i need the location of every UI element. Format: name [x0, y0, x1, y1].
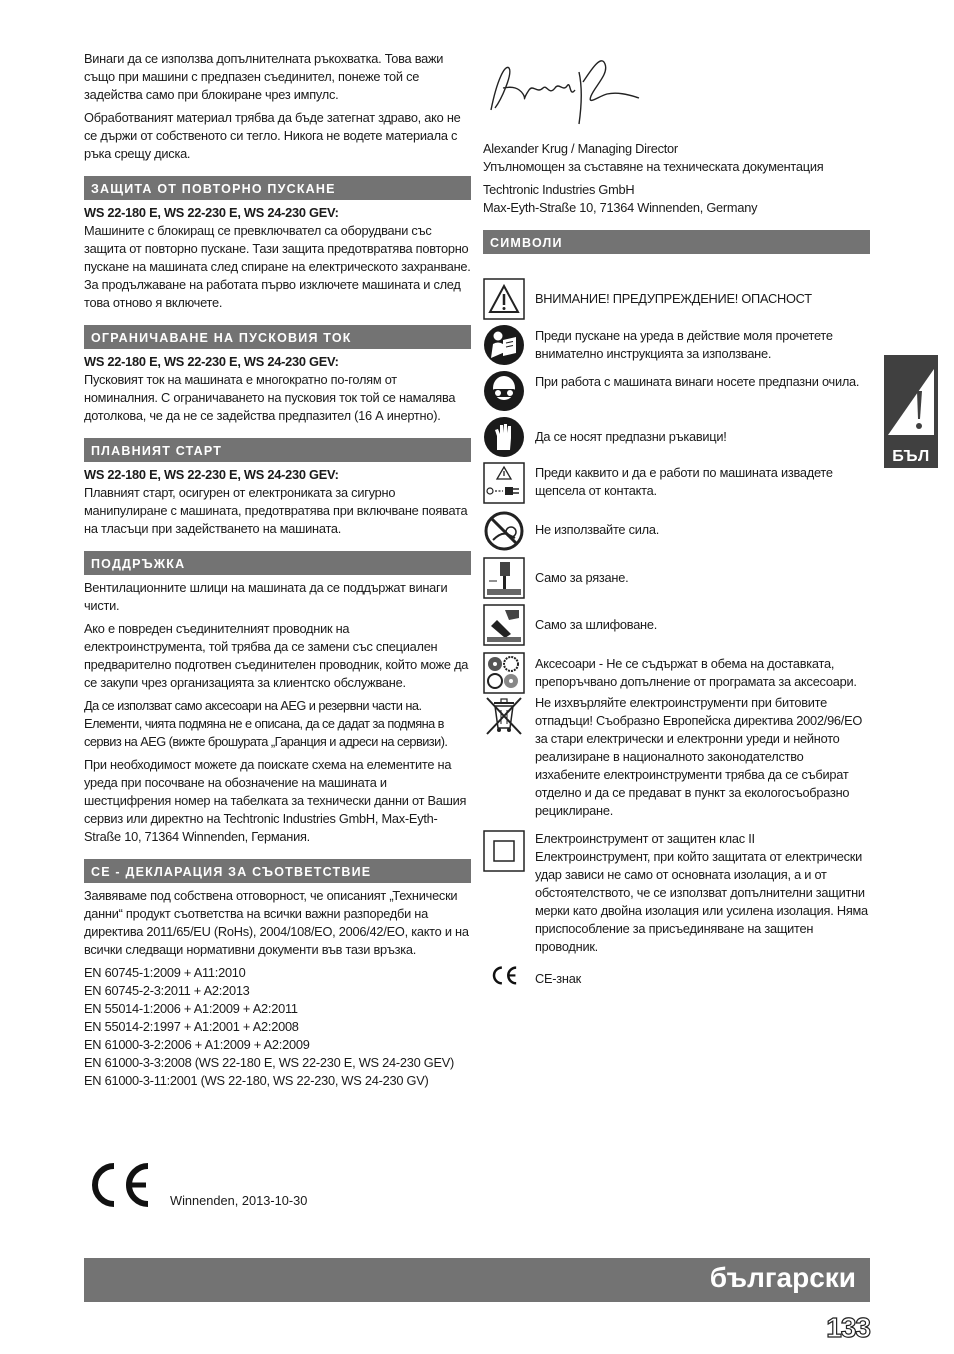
symbol-text: CE-знак [535, 971, 581, 986]
language-code: БЪЛ [892, 448, 930, 465]
intro-paragraph: Обработваният материал трябва да бъде затегнат здраво, ако не се държи от собственото си тегло. Никога не водете материала с ръка срещу диска. [84, 110, 461, 161]
section-paragraph: Ако е повреден съединителният проводник на електроинструмента, той трябва да се замени със специален предварително подготвен съединителен проводник, който може да се закупи чрез организацията за клиентско обслужване. [84, 621, 469, 690]
grinding-only-icon [483, 604, 525, 646]
place-date: Winnenden, 2013-10-30 [170, 1193, 308, 1208]
authorization-note: Упълномощен за съставяне на техническата документация [483, 159, 824, 174]
company-name: Techtronic Industries GmbH [483, 182, 635, 197]
symbol-item [483, 694, 870, 820]
standard-item: EN 55014-2:1997 + A1:2001 + A2:2008 [84, 1019, 299, 1034]
symbol-text: Само за рязане. [535, 570, 629, 585]
section-paragraph: Вентилационните шлици на машината да се поддържат винаги чисти. [84, 580, 448, 613]
symbol-item [483, 416, 870, 458]
standard-item: EN 61000-3-3:2008 (WS 22-180 E, WS 22-230 E, WS 24-230 GEV) [84, 1055, 455, 1070]
symbol-text: Само за шлифоване. [535, 617, 658, 632]
symbol-text: ВНИМАНИЕ! ПРЕДУПРЕЖДЕНИЕ! ОПАСНОСТ [535, 291, 812, 306]
symbol-text: Преди каквито и да е работи по машината извадете щепсела от контакта. [535, 465, 833, 498]
language-tab [884, 355, 938, 468]
ce-mark-icon [84, 1162, 154, 1208]
symbol-item [483, 278, 870, 320]
section-heading: CE - ДЕКЛАРАЦИЯ ЗА СЪОТВЕТСТВИЕ [84, 859, 471, 883]
symbol-item [483, 557, 870, 599]
section-heading: ОГРАНИЧАВАНЕ НА ПУСКОВИЯ ТОК [84, 325, 471, 349]
signature [483, 50, 870, 134]
unplug-icon [483, 462, 525, 504]
left-column [84, 50, 471, 1090]
section-paragraph: Да се използват само аксесоари на AEG и резервни части на. Елементи, чията подмяна не е описана, да се дадат за подмяна в сервиз на AEG (вижте брошурата „Гаранция и адреси на сервизи). [84, 698, 448, 749]
standard-item: EN 60745-2-3:2011 + A2:2013 [84, 983, 250, 998]
standard-item: EN 61000-3-2:2006 + A1:2009 + A2:2009 [84, 1037, 310, 1052]
section-heading: ПЛАВНИЯТ СТАРТ [84, 438, 471, 462]
language-name: български [709, 1262, 856, 1293]
warning-triangle-icon [483, 278, 525, 320]
section-paragraph: Пусковият ток на машината е многократно по-голям от номиналния. С ограничаването на пусковия ток той се намалява дотолкова, че да не се задейства предпазител (16 А инертно). [84, 372, 456, 423]
standard-item: EN 55014-1:2006 + A1:2009 + A2:2011 [84, 1001, 298, 1016]
standards-list [84, 964, 471, 1090]
model-list: WS 22-180 E, WS 22-230 E, WS 24-230 GEV: [84, 205, 339, 220]
symbol-item [483, 830, 870, 956]
symbol-text: Аксесоари - Не се съдържат в обема на доставката, препоръчвано допълнение от програмата за аксесоари. [535, 656, 857, 689]
symbol-text: Преди пускане на уреда в действие моля прочетете внимателно инструкцията за използване. [535, 328, 833, 361]
symbol-item [483, 604, 870, 646]
signer-name: Alexander Krug / Managing Director [483, 141, 678, 156]
section-heading: СИМВОЛИ [483, 230, 870, 254]
company-address: Max-Eyth-Straße 10, 71364 Winnenden, Germany [483, 200, 758, 215]
intro-paragraph: Винаги да се използва допълнителната ръкохватка. Това важи също при машини с предпазен съединител, понеже той се задейства само при блокиране чрез импулс. [84, 51, 444, 102]
symbol-item [483, 462, 870, 504]
gloves-icon [483, 416, 525, 458]
ce-mark-icon [483, 964, 525, 994]
no-force-icon [483, 510, 525, 552]
section-paragraph: Заявяваме под собствена отговорност, че описаният „Технически данни“ продукт съответства на всички важни разпоредби на директива 2011/65/EU (RoHs), 2004/108/EO, 2006/42/EO, както и на всички следващи нормативни документи във тази връзка. [84, 888, 469, 957]
symbol-text: Не използвайте сила. [535, 522, 660, 537]
warning-triangle-icon [884, 359, 938, 439]
standard-item: EN 60745-1:2009 + A11:2010 [84, 965, 246, 980]
symbol-text: Не изхвърляйте електроинструменти при битовите отпадъци! Съобразно Европейска директива 2002/96/EО за стари електрически и електронни уреди и нейното реализиране в националното законодателство изхабените електроинструменти трябва да се събират отделно и да се предават в пункт за екологосъобразно рециклиране. [535, 695, 863, 818]
model-list: WS 22-180 E, WS 22-230 E, WS 24-230 GEV: [84, 467, 339, 482]
weee-bin-icon [483, 694, 525, 736]
model-list: WS 22-180 E, WS 22-230 E, WS 24-230 GEV: [84, 354, 339, 369]
signature-image [483, 50, 653, 134]
section-heading: ЗАЩИТА ОТ ПОВТОРНО ПУСКАНЕ [84, 176, 471, 200]
symbols-list [483, 278, 870, 994]
symbol-text: Да се носят предпазни ръкавици! [535, 429, 727, 444]
read-manual-icon [483, 324, 525, 366]
symbol-item [483, 324, 870, 366]
cutting-only-icon [483, 557, 525, 599]
safety-goggles-icon [483, 370, 525, 412]
symbol-item [483, 510, 870, 552]
section-paragraph: Машините с блокиращ се превключвател са оборудвани със защита от повторно пускане. Тази защита предотвратява повторно пускане на машината след спиране на електрическото захранване. За продължаване на работата първо изключете машината и след това отново я включете. [84, 223, 471, 310]
section-paragraph: При необходимост можете да поискате схема на елементите на уреда при посочване на обозначение на машината и шестцифрения номер на табелката за технически данни от Вашия сервиз или директно на Techtronic Industries GmbH, Max-Eyth-Straße 10, 71364 Winnenden, Германия. [84, 757, 467, 844]
class-ii-icon [483, 830, 525, 872]
section-paragraph: Плавният старт, осигурен от електрониката за сигурно манипулиране с машината, предотвратява при включване появата на тласъци при задействането на машината. [84, 485, 468, 536]
right-column [483, 50, 870, 994]
symbol-item [483, 964, 870, 994]
symbol-item [483, 370, 870, 412]
footer-bar [84, 1258, 870, 1302]
page-number: 133 [826, 1312, 870, 1343]
accessories-icon [483, 652, 525, 694]
section-heading: ПОДДРЪЖКА [84, 551, 471, 575]
symbol-item [483, 652, 870, 694]
symbol-text: Електроинструмент от защитен клас II Електроинструмент, при който защитата от електрически удар зависи не само от основната изолация, а и от обстоятелството, че се използват допълнителни защитни мерки като двойна изолация или усилена изолация. Няма приспособление за присъединяване на защитен проводник. [535, 831, 868, 954]
symbol-text: При работа с машината винаги носете предпазни очила. [535, 374, 860, 389]
standard-item: EN 61000-3-11:2001 (WS 22-180, WS 22-230, WS 24-230 GV) [84, 1073, 429, 1088]
